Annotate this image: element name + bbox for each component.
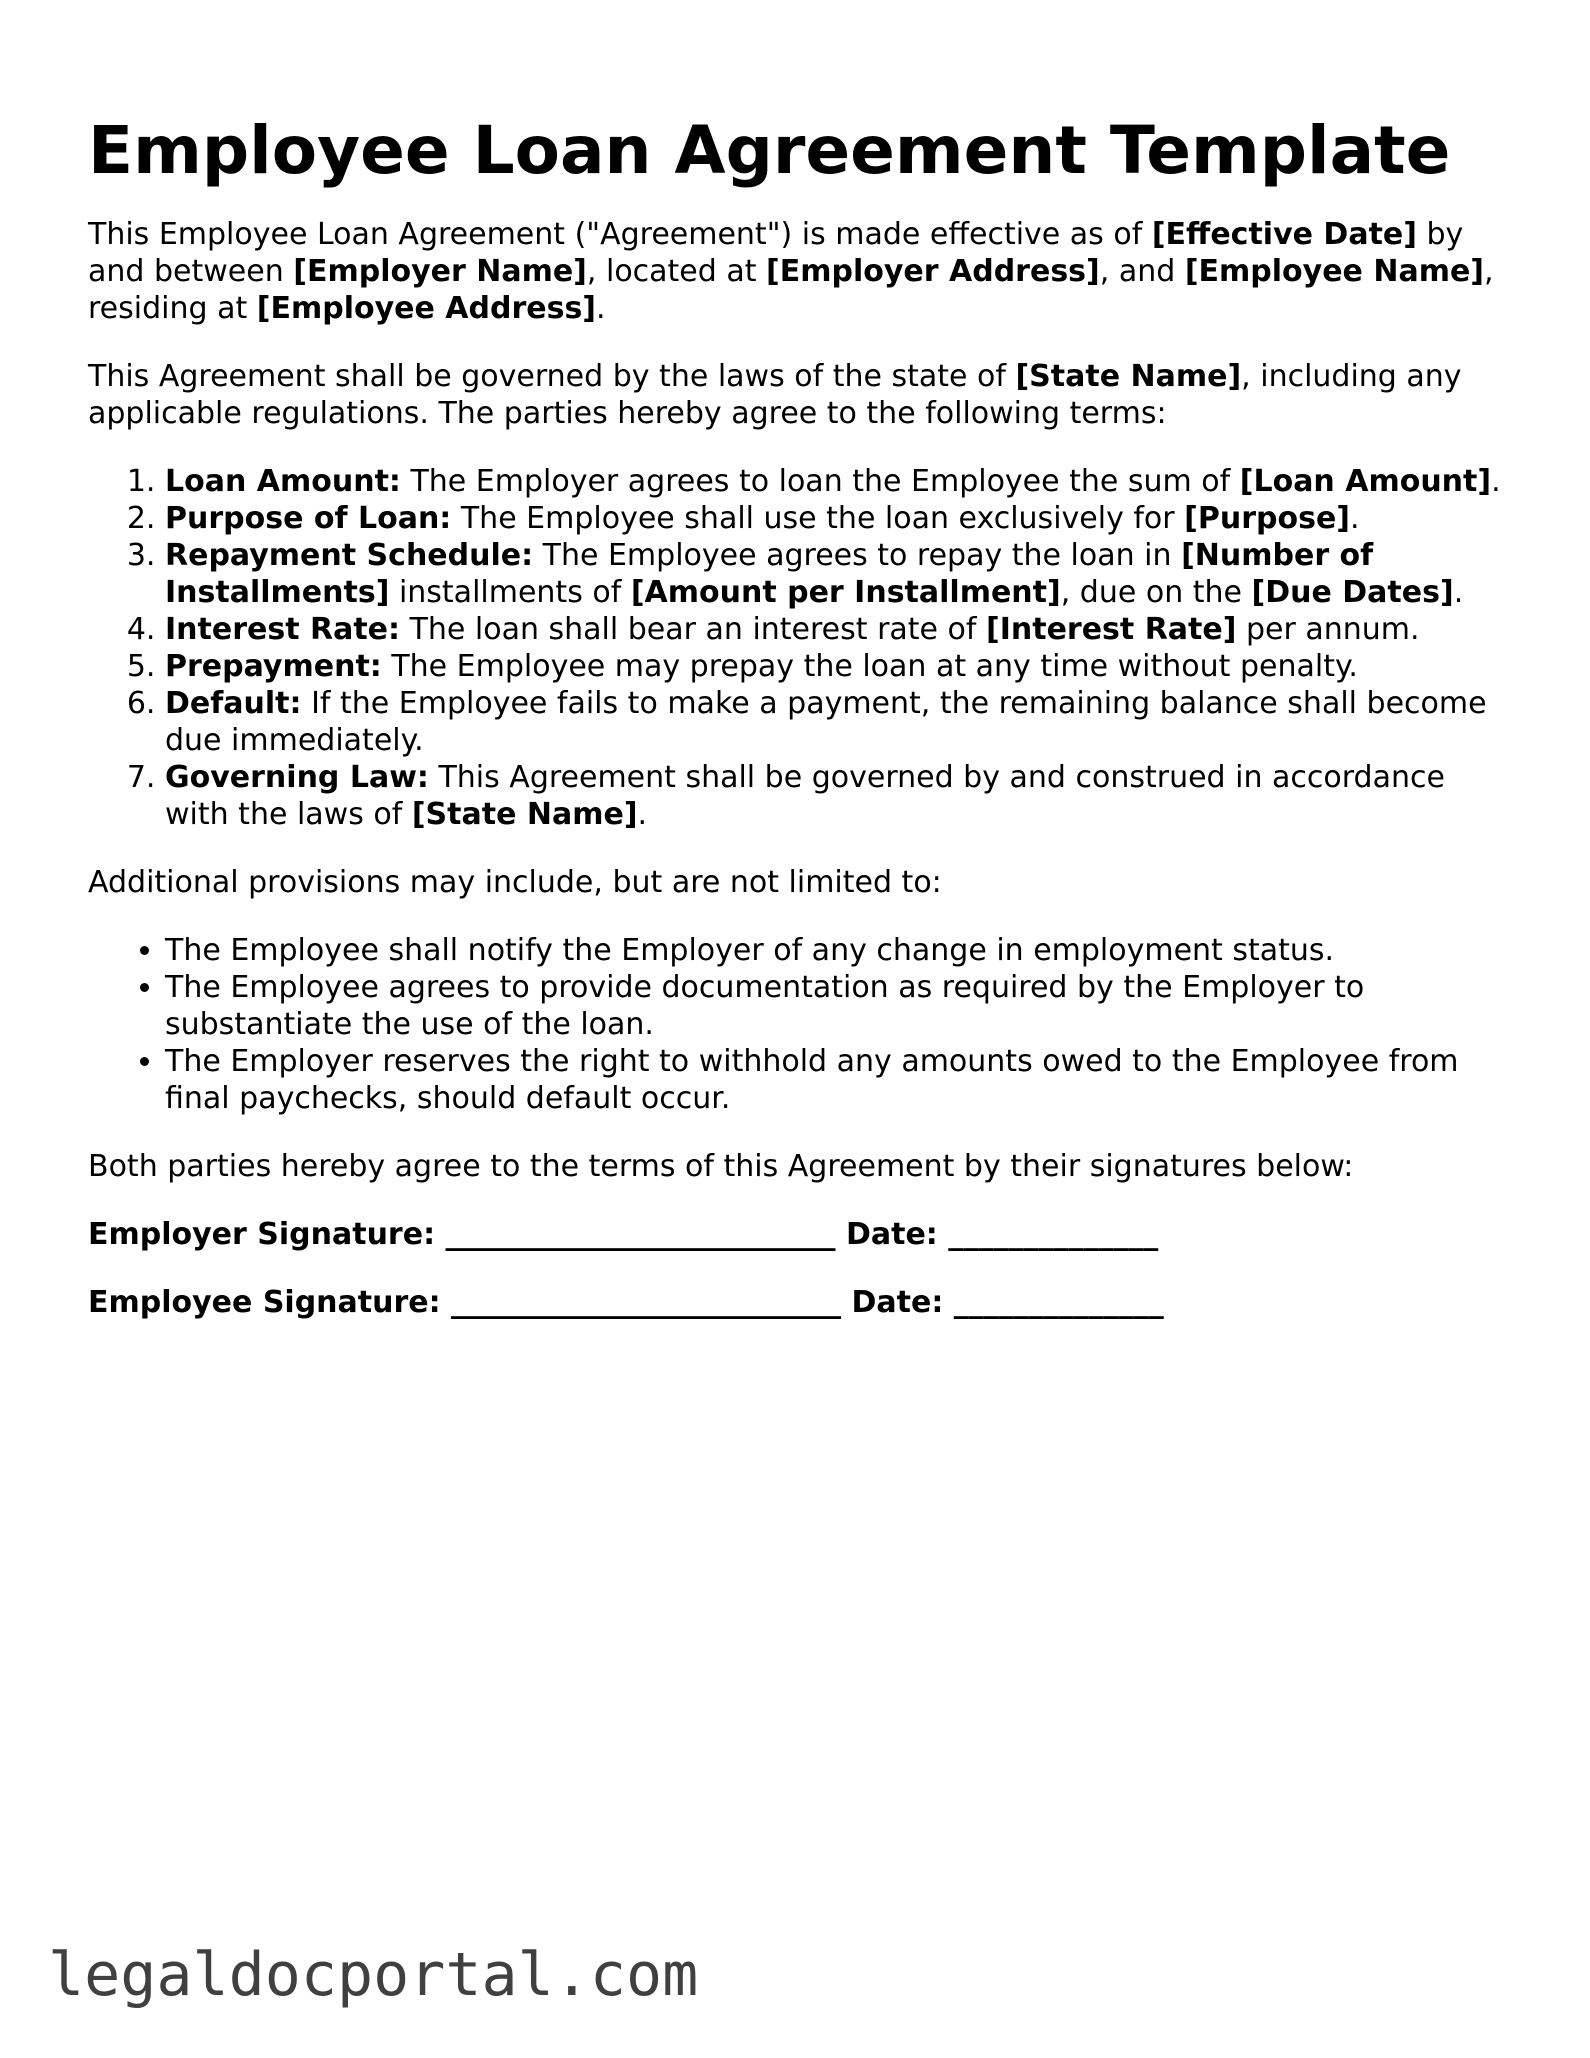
term-text: If the Employee fails to make a payment, the remaining balance shall become due immediately. (165, 686, 1487, 758)
governing-paragraph (88, 358, 1508, 432)
document-page (88, 108, 1508, 1352)
term-label: Interest Rate: (165, 612, 401, 647)
employer-signature-line: Employer Signature: __________________________ Date: ______________ (88, 1217, 1159, 1252)
provision-item: • The Employee agrees to provide documentation as required by the Employer to substantiate the use of the loan. (165, 969, 1508, 1043)
intro-text: . (596, 291, 606, 326)
intro-text: , located at (586, 254, 767, 289)
employee-signature-line: Employee Signature: __________________________ Date: ______________ (88, 1285, 1164, 1320)
term-governing-law (165, 759, 1508, 833)
term-default (165, 685, 1508, 759)
term-text: The Employee agrees to repay the loan in (533, 538, 1182, 573)
installments-placeholder: [Number of Installments] (165, 538, 1374, 610)
governing-text: , including any applicable regulations. The parties hereby agree to the following terms: (88, 359, 1462, 431)
effective-date-placeholder: [Effective Date] (1151, 217, 1417, 252)
purpose-placeholder: [Purpose] (1184, 501, 1351, 536)
term-loan-amount (165, 463, 1508, 500)
interest-rate-placeholder: [Interest Rate] (986, 612, 1237, 647)
term-label: Repayment Schedule: (165, 538, 534, 573)
term-repayment-schedule (165, 537, 1508, 611)
term-text: installments of (389, 575, 631, 610)
term-label: Prepayment: (165, 649, 382, 684)
term-text: , due on the (1060, 575, 1252, 610)
intro-text: , residing at (88, 254, 1494, 326)
additional-provisions-intro: Additional provisions may include, but are not limited to: (88, 865, 942, 900)
term-text: per annum. (1236, 612, 1420, 647)
intro-text: by and between (88, 217, 1464, 289)
term-text: . (637, 797, 648, 832)
term-text: . (1453, 575, 1464, 610)
employer-name-placeholder: [Employer Name] (293, 254, 587, 289)
term-prepayment (165, 648, 1508, 685)
term-text: The Employer agrees to loan the Employee the sum of (400, 464, 1240, 499)
term-label: Governing Law: (165, 760, 429, 795)
term-text: The loan shall bear an interest rate of (400, 612, 986, 647)
term-text: This Agreement shall be governed by and construed in accordance with the laws of (165, 760, 1445, 832)
state-name-placeholder: [State Name] (411, 797, 638, 832)
closing-statement: Both parties hereby agree to the terms of this Agreement by their signatures below: (88, 1149, 1354, 1184)
intro-text: , and (1099, 254, 1185, 289)
governing-text: This Agreement shall be governed by the laws of the state of (88, 359, 1016, 394)
term-label: Default: (165, 686, 302, 721)
terms-list (88, 463, 1508, 833)
term-text: The Employee shall use the loan exclusively for (451, 501, 1185, 536)
term-label: Loan Amount: (165, 464, 401, 499)
term-text: The Employee may prepay the loan at any time without penalty. (381, 649, 1358, 684)
term-purpose (165, 500, 1508, 537)
page-title: Employee Loan Agreement Template (88, 112, 1451, 189)
term-label: Purpose of Loan: (165, 501, 452, 536)
intro-text: This Employee Loan Agreement ("Agreement") is made effective as of (88, 217, 1152, 252)
employee-address-placeholder: [Employee Address] (256, 291, 597, 326)
term-text: . (1350, 501, 1360, 536)
loan-amount-placeholder: [Loan Amount] (1239, 464, 1492, 499)
state-name-placeholder: [State Name] (1015, 359, 1242, 394)
intro-paragraph (88, 216, 1508, 327)
employee-name-placeholder: [Employee Name] (1184, 254, 1485, 289)
amount-per-installment-placeholder: [Amount per Installment] (630, 575, 1061, 610)
provision-item: • The Employer reserves the right to withhold any amounts owed to the Employee from final paychecks, should default occur. (165, 1043, 1508, 1117)
term-interest-rate (165, 611, 1508, 648)
employer-address-placeholder: [Employer Address] (766, 254, 1100, 289)
due-dates-placeholder: [Due Dates] (1251, 575, 1454, 610)
site-watermark: legaldocportal.com (48, 1940, 699, 2010)
provision-item: • The Employee shall notify the Employer of any change in employment status. (165, 932, 1508, 969)
term-text: . (1491, 464, 1501, 499)
provisions-list (88, 932, 1508, 1117)
